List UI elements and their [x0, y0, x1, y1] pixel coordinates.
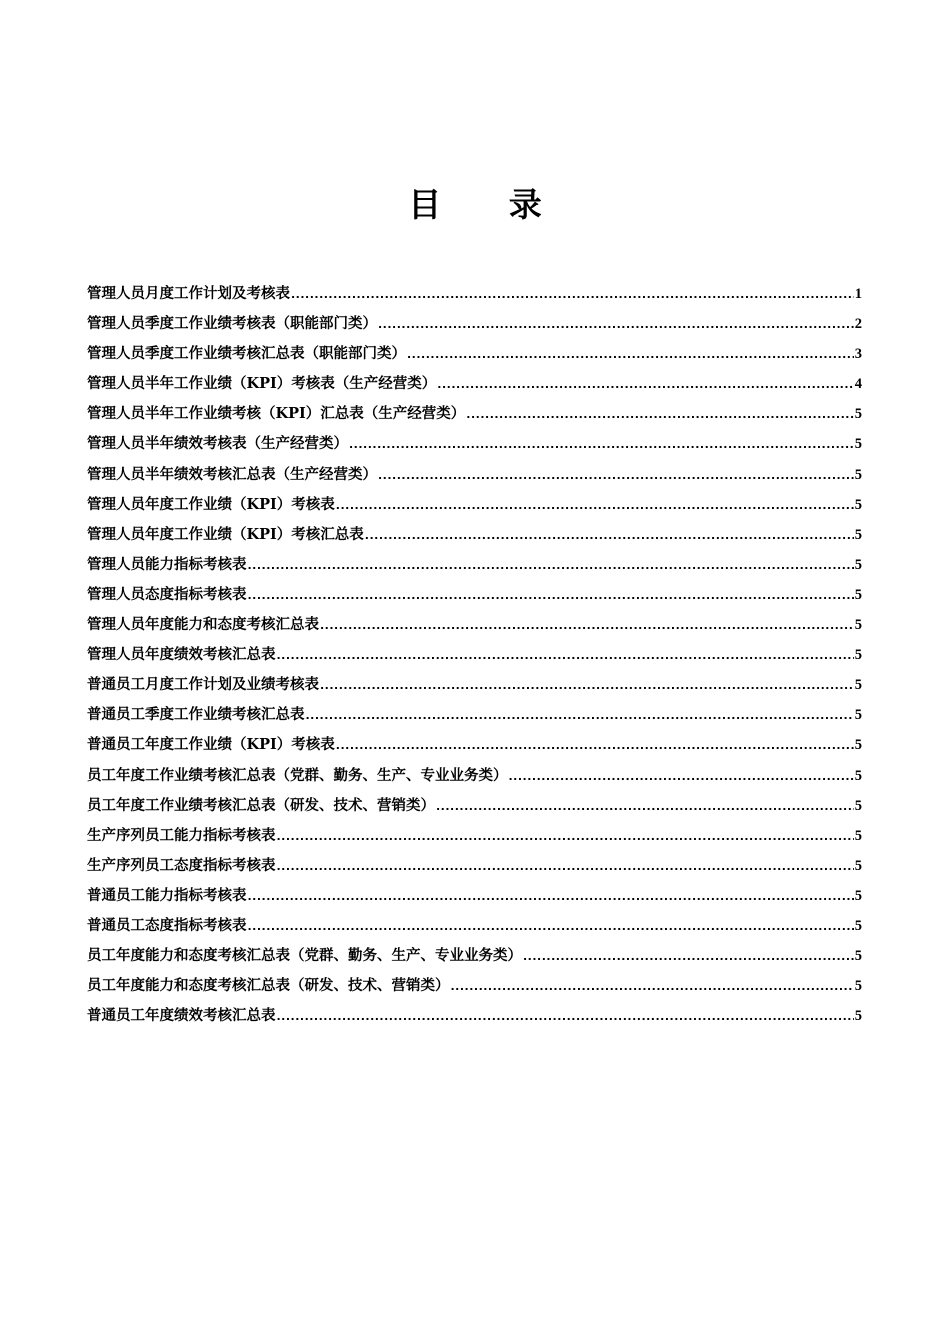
- dot-leader: [349, 430, 854, 460]
- toc-entry-page-number: 5: [854, 496, 862, 513]
- toc-entry[interactable]: [87, 791, 862, 821]
- toc-entry-page-number: 1: [854, 286, 862, 302]
- toc-entry[interactable]: [87, 399, 862, 429]
- toc-entry-page-number: 5: [854, 677, 862, 694]
- toc-entry[interactable]: [87, 670, 862, 700]
- toc-entry[interactable]: [87, 1001, 862, 1031]
- toc-entry-title: 员工年度工作业绩考核汇总表（研发、技术、营销类）: [87, 796, 435, 814]
- toc-entry-page-number: 5: [854, 647, 862, 664]
- toc-entry[interactable]: [87, 460, 862, 490]
- toc-entry-title: 管理人员年度工作业绩（KPI）考核汇总表: [87, 525, 364, 543]
- toc-entry-page-number: 5: [854, 707, 862, 724]
- toc-entry-title: 管理人员年度绩效考核汇总表: [87, 646, 276, 664]
- toc-entry[interactable]: [87, 429, 862, 459]
- toc-entry-page-number: 5: [854, 948, 862, 965]
- toc-entry[interactable]: [87, 730, 862, 760]
- toc-entry[interactable]: [87, 911, 862, 941]
- dot-leader: [336, 731, 854, 761]
- toc-entry-title: 普通员工态度指标考核表: [87, 916, 247, 934]
- toc-entry-page-number: 5: [854, 466, 862, 483]
- toc-entry[interactable]: [87, 369, 862, 399]
- toc-entry[interactable]: [87, 520, 862, 550]
- toc-entry-page-number: 5: [854, 767, 862, 784]
- toc-entry-title: 员工年度工作业绩考核汇总表（党群、勤务、生产、专业业务类）: [87, 766, 508, 784]
- toc-entry-title: 员工年度能力和态度考核汇总表（党群、勤务、生产、专业业务类）: [87, 947, 522, 965]
- toc-entry-title: 管理人员季度工作业绩考核汇总表（职能部门类）: [87, 345, 406, 363]
- dot-leader: [523, 942, 854, 972]
- dot-leader: [509, 762, 854, 792]
- toc-entry-title: 生产序列员工能力指标考核表: [87, 826, 276, 844]
- toc-entry-page-number: 5: [854, 978, 862, 995]
- toc-entry[interactable]: [87, 941, 862, 971]
- toc-entry-page-number: 5: [854, 827, 862, 844]
- dot-leader: [320, 671, 854, 701]
- toc-entry-page-number: 4: [854, 376, 862, 393]
- toc-entry-title: 管理人员半年绩效考核表（生产经营类）: [87, 435, 348, 453]
- dot-leader: [407, 340, 854, 370]
- toc-entry-page-number: 2: [854, 316, 862, 333]
- dot-leader: [466, 400, 853, 430]
- toc-entry-page-number: 5: [854, 556, 862, 573]
- toc-entry[interactable]: [87, 339, 862, 369]
- dot-leader: [277, 641, 854, 671]
- dot-leader: [451, 972, 854, 1002]
- toc-entry-page-number: 5: [854, 406, 862, 423]
- page-title: 目 录: [408, 185, 570, 224]
- dot-leader: [277, 852, 854, 882]
- toc-entry-page-number: 5: [854, 737, 862, 754]
- toc-entry[interactable]: [87, 971, 862, 1001]
- toc-entry-title: 管理人员季度工作业绩考核表（职能部门类）: [87, 315, 377, 333]
- dot-leader: [320, 611, 854, 641]
- dot-leader: [378, 461, 854, 491]
- toc-entry-page-number: 3: [854, 346, 862, 363]
- toc-entry[interactable]: [87, 640, 862, 670]
- dot-leader: [306, 701, 854, 731]
- toc-entry[interactable]: [87, 700, 862, 730]
- toc-entry-title: 普通员工年度绩效考核汇总表: [87, 1007, 276, 1025]
- toc-entry[interactable]: [87, 821, 862, 851]
- toc-entry-page-number: 5: [854, 586, 862, 603]
- dot-leader: [365, 521, 854, 551]
- toc-entry[interactable]: [87, 309, 862, 339]
- toc-entry-page-number: 5: [854, 917, 862, 934]
- toc-entry-page-number: 5: [854, 526, 862, 543]
- dot-leader: [248, 882, 854, 912]
- toc-entry-title: 管理人员能力指标考核表: [87, 555, 247, 573]
- toc-entry-page-number: 5: [854, 436, 862, 453]
- toc-entry[interactable]: [87, 580, 862, 610]
- toc-entry-title: 生产序列员工态度指标考核表: [87, 856, 276, 874]
- toc-entry-title: 管理人员年度工作业绩（KPI）考核表: [87, 495, 335, 513]
- toc-entry-title: 普通员工季度工作业绩考核汇总表: [87, 706, 305, 724]
- toc-entry-title: 员工年度能力和态度考核汇总表（研发、技术、营销类）: [87, 977, 450, 995]
- toc-entry-title: 管理人员年度能力和态度考核汇总表: [87, 616, 319, 634]
- toc-entry-page-number: 5: [854, 617, 862, 634]
- toc-entry-page-number: 5: [854, 797, 862, 814]
- toc-entry-title: 管理人员半年工作业绩考核（KPI）汇总表（生产经营类）: [87, 405, 466, 423]
- toc-entry-page-number: 5: [854, 1008, 862, 1025]
- toc-entry[interactable]: [87, 851, 862, 881]
- dot-leader: [436, 792, 854, 822]
- dot-leader: [291, 280, 854, 310]
- dot-leader: [437, 370, 853, 400]
- toc-entry-title: 普通员工年度工作业绩（KPI）考核表: [87, 736, 335, 754]
- toc-entry[interactable]: [87, 881, 862, 911]
- toc-entry[interactable]: [87, 550, 862, 580]
- toc-entry-page-number: 5: [854, 887, 862, 904]
- toc-entry-title: 普通员工月度工作计划及业绩考核表: [87, 676, 319, 694]
- toc-entry[interactable]: [87, 279, 862, 309]
- toc-entry-title: 管理人员态度指标考核表: [87, 585, 247, 603]
- dot-leader: [248, 551, 854, 581]
- table-of-contents: [87, 279, 862, 1031]
- toc-entry-title: 管理人员半年绩效考核汇总表（生产经营类）: [87, 465, 377, 483]
- toc-entry-title: 管理人员月度工作计划及考核表: [87, 285, 290, 302]
- dot-leader: [248, 581, 854, 611]
- dot-leader: [378, 310, 854, 340]
- dot-leader: [277, 1002, 854, 1032]
- toc-entry-title: 管理人员半年工作业绩（KPI）考核表（生产经营类）: [87, 375, 437, 393]
- toc-entry-page-number: 5: [854, 857, 862, 874]
- toc-entry[interactable]: [87, 610, 862, 640]
- toc-entry[interactable]: [87, 490, 862, 520]
- dot-leader: [277, 822, 854, 852]
- dot-leader: [336, 491, 854, 521]
- toc-entry[interactable]: [87, 761, 862, 791]
- toc-entry-title: 普通员工能力指标考核表: [87, 886, 247, 904]
- dot-leader: [248, 912, 854, 942]
